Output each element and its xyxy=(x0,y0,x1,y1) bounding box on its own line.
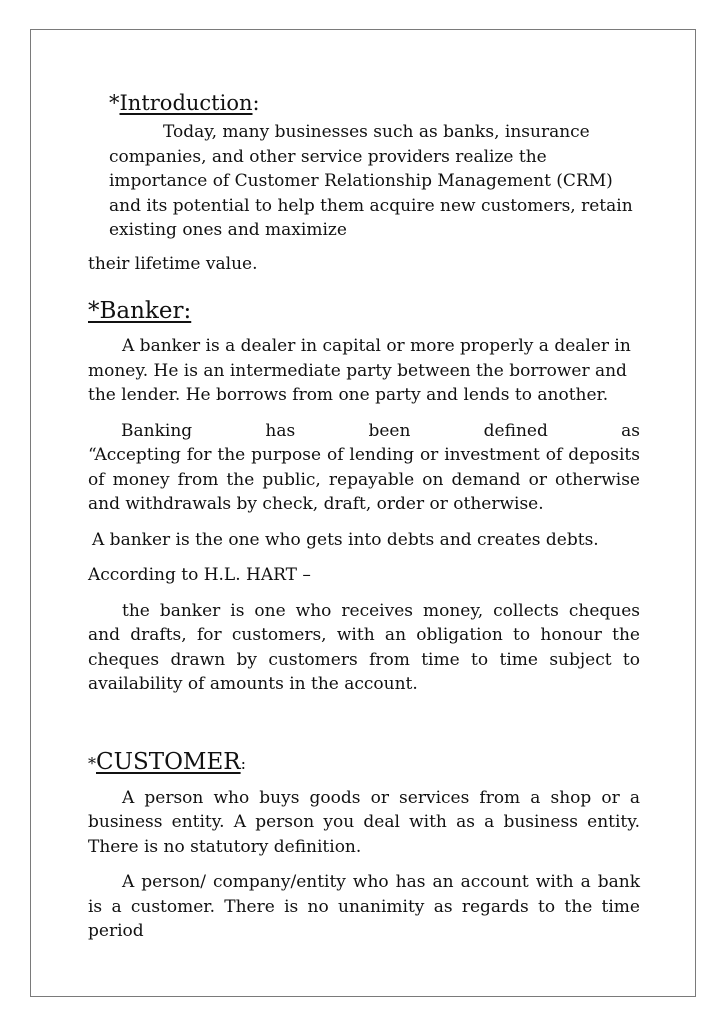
introduction-continuation: their lifetime value. xyxy=(88,253,258,274)
banker-paragraph-3: A banker is the one who gets into debts and creates debts. xyxy=(92,529,599,550)
customer-paragraph-1: A person who buys goods or services from a shop or a business entity. A person you deal with as a business entity. There is no statutory definition. xyxy=(88,787,640,857)
introduction-colon: : xyxy=(252,91,260,115)
banker-heading xyxy=(88,296,640,326)
definition-word-1: Banking xyxy=(121,420,193,441)
banker-paragraph-2 xyxy=(88,419,640,517)
customer-heading-text: CUSTOMER xyxy=(96,748,241,775)
introduction-section xyxy=(88,86,640,243)
banker-paragraph-5: the banker is one who receives money, collects cheques and drafts, for customers, with an obligation to honour the cheques drawn by customers from time to time subject to availability of amounts in the account. xyxy=(88,600,640,694)
banker-heading-text: *Banker: xyxy=(88,298,192,324)
customer-heading xyxy=(88,747,640,779)
customer-paragraph-2: A person/ company/entity who has an account with a bank is a customer. There is no unanimity as regards to the time period xyxy=(88,872,640,941)
customer-colon: : xyxy=(240,753,246,773)
banker-paragraph-1: A banker is a dealer in capital or more properly a dealer in money. He is an intermediate party between the borrower and the lender. He borrows from one party and lends to another. xyxy=(88,336,631,405)
definition-word-5: as xyxy=(621,420,640,441)
introduction-paragraph: Today, many businesses such as banks, insurance companies, and other service providers realize the importance of Customer Relationship Management (CRM) and its potential to help them acquire new customers, retain existing ones and maximize xyxy=(109,122,633,240)
introduction-star: * xyxy=(109,91,120,115)
definition-word-4: defined xyxy=(483,420,548,441)
introduction-heading-text: Introduction xyxy=(119,91,253,115)
definition-word-2: has xyxy=(265,420,296,441)
banker-paragraph-4: According to H.L. HART – xyxy=(88,565,311,585)
introduction-heading xyxy=(109,86,640,120)
customer-star: * xyxy=(88,753,96,773)
definition-word-3: been xyxy=(368,420,411,441)
banker-definition-line xyxy=(88,419,640,444)
banker-definition-text: “Accepting for the purpose of lending or investment of deposits of money from the public, repayable on demand or otherwise and withdrawals by check, draft, order or otherwise. xyxy=(88,445,640,514)
document-body xyxy=(88,86,640,944)
